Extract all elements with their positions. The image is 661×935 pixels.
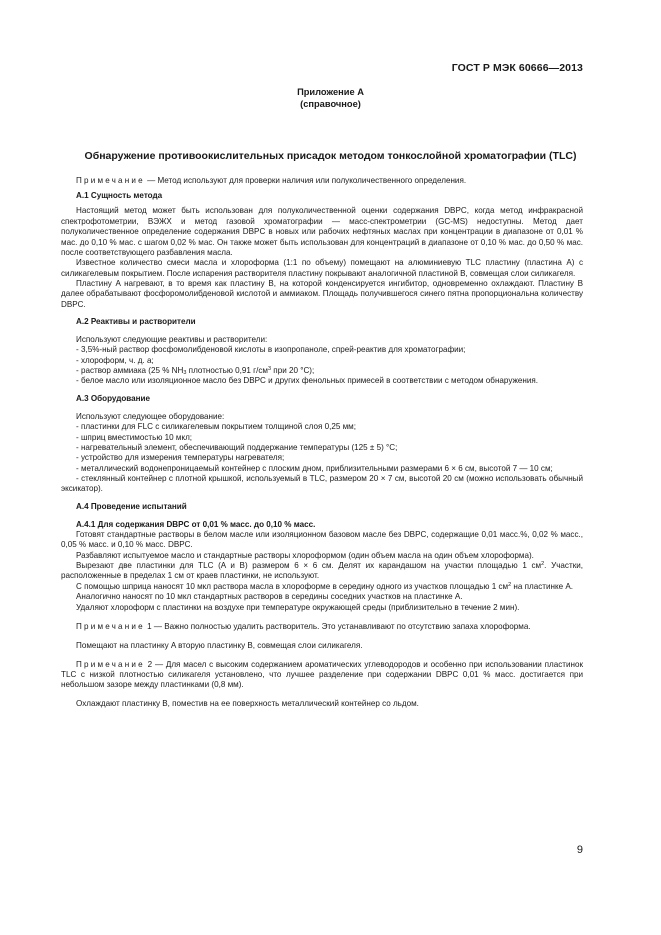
procedure-note-1 (61, 622, 583, 632)
note-text: 1 — Важно полностью удалить растворитель. Это устанавливают по отсутствию запаха хлороформа. (144, 621, 531, 631)
procedure-paragraph: Готовят стандартные растворы в белом масле или изоляционном базовом масле без DBPC, содержащие 0,01 масс.%, 0,02 % масс., 0,05 % масс. и 0,10 % масс. DBPC. (61, 530, 583, 550)
reagent-item: - 3,5%-ный раствор фосфомолибденовой кислоты в изопропаноле, спрей-реактив для хроматографии; (76, 345, 466, 355)
section-a2-intro: Используют следующие реактивы и растворители: (76, 335, 268, 345)
procedure-paragraph (61, 582, 583, 592)
document-body (61, 176, 583, 710)
page-number: 9 (576, 844, 583, 856)
reagent-text: при 20 °C); (271, 366, 315, 376)
note-text: 2 — Для масел с высоким содержанием ароматических углеводородов и особенно при использовании пластинок TLC с низкой плотностью силикагеля установлено, что лучшее разделение при содержании DBPC 0,01 % масс. достигается при небольшом зазоре между пластинками (0,8 мм). (61, 659, 583, 690)
standard-designation: ГОСТ Р МЭК 60666—2013 (451, 62, 583, 74)
reagent-text: - раствор аммиака (25 % NH (76, 366, 184, 376)
appendix-status: (справочное) (300, 98, 361, 109)
subscript: 3 (183, 370, 187, 377)
appendix-title: Приложение А (297, 87, 364, 97)
procedure-paragraph: Удаляют хлороформ с пластинки на воздухе при температуре окружающей среды (приблизительно в течение 2 мин). (76, 602, 520, 612)
procedure-note-2 (61, 660, 583, 691)
procedure-paragraph (61, 561, 583, 582)
procedure-text: С помощью шприца наносят 10 мкл раствора масла в хлороформе в середину одного из участков площадью 1 см (76, 581, 509, 591)
reagent-item: - белое масло или изоляционное масло без DBPC и других фенольных примесей в соответствии с методом обнаружения. (76, 376, 539, 386)
note-label: Примечание (76, 659, 145, 669)
section-a41-heading: А.4.1 Для содержания DBPC от 0,01 % масс. до 0,10 % масс. (76, 519, 316, 529)
section-a4-heading: А.4 Проведение испытаний (76, 502, 187, 512)
appendix-label (0, 87, 661, 110)
procedure-paragraph: Помещают на пластинку A вторую пластинку B, совмещая слои силикагеля. (76, 640, 363, 650)
note-text: — Метод используют для проверки наличия или полуколичественного определения. (144, 176, 467, 185)
superscript: 2 (541, 561, 545, 568)
reagent-item: - хлороформ, ч. д. а; (76, 355, 154, 365)
procedure-text: Вырезают две пластинки для TLC (A и B) размером 6 × 6 см. Делят их карандашом на участки площадью 1 см (76, 561, 542, 571)
superscript: 3 (268, 366, 272, 373)
section-a1-paragraph: Пластину A нагревают, в то время как пластину B, на которой конденсируется ингибитор, одновременно охлаждают. Пластину B далее обрабатывают фосфоромолибденовой кислотой и аммиаком. Площадь получившегося синего пятна пропорциональна количеству DBPC. (61, 278, 583, 309)
equipment-item: - стеклянный контейнер с плотной крышкой, используемый в TLC, размером 20 × 7 см, высотой 20 см (можно использовать обычный эксикатор). (61, 473, 583, 494)
equipment-item: - пластинки для FLC с силикагелевым покрытием толщиной слоя 0,25 мм; (76, 422, 356, 432)
note-label: Примечание (76, 621, 145, 631)
procedure-paragraph: Охлаждают пластинку B, поместив на ее поверхность металлический контейнер со льдом. (76, 699, 419, 709)
procedure-paragraph: Разбавляют испытуемое масло и стандартные растворы хлороформом (один объем масла на один объем хлороформа). (76, 550, 534, 560)
note-label: Примечание (76, 176, 145, 185)
reagent-item (61, 366, 583, 376)
section-a3-intro: Используют следующее оборудование: (76, 411, 225, 421)
procedure-text: . Участки, расположенные в пределах 1 см от краев пластинки, не используют. (61, 561, 583, 581)
section-a1-heading: А.1 Сущность метода (76, 191, 163, 201)
document-title: Обнаружение противоокислительных присадок методом тонкослойной хроматографии (TLC) (84, 150, 577, 162)
intro-note (61, 176, 583, 186)
procedure-text: на пластинке A. (511, 581, 574, 591)
section-a1-paragraph: Известное количество смеси масла и хлороформа (1:1 по объему) помещают на алюминиевую TLC пластину (пластина A) с силикагелевым покрытием. После испарения растворителя пластину покрывают аналогичной пластиной B, совмещая слои силикагеля. (61, 258, 583, 278)
equipment-item: - металлический водонепроницаемый контейнер с плоским дном, приблизительными размерами 6 × 6 см, высотой 7 — 10 см; (76, 463, 553, 473)
equipment-item: - устройство для измерения температуры нагревателя; (76, 453, 285, 463)
section-a1-paragraph: Настоящий метод может быть использован для полуколичественной оценки содержания DBPC, когда метод инфракрасной спектрофотометрии, ВЭЖХ и метод газовой хроматографии — масс-спектрометрии (GC-MS) недоступны. Метод дает полуколичественное определение содержания DBPC в новых или рабочих нефтяных маслах при концентрации в диапазоне от 0,01 % мас. до 0,10 % мас. с шагом 0,02 % мас. Он также может быть использован для концентраций в диапазоне от 0,10 % мас. до 0,50 % мас. после соответствующего разбавления масла. (61, 206, 583, 257)
section-a2-heading: А.2 Реактивы и растворители (76, 317, 196, 327)
section-a3-heading: А.3 Оборудование (76, 394, 151, 404)
superscript: 2 (508, 581, 512, 588)
equipment-item: - нагревательный элемент, обеспечивающий поддержание температуры (125 ± 5) °C; (76, 442, 398, 452)
reagent-text: плотностью 0,91 г/см (186, 366, 268, 376)
procedure-paragraph: Аналогично наносят по 10 мкл стандартных растворов в середины соседних участков на пластинке A. (76, 592, 463, 602)
equipment-item: - шприц вместимостью 10 мкл; (76, 432, 193, 442)
